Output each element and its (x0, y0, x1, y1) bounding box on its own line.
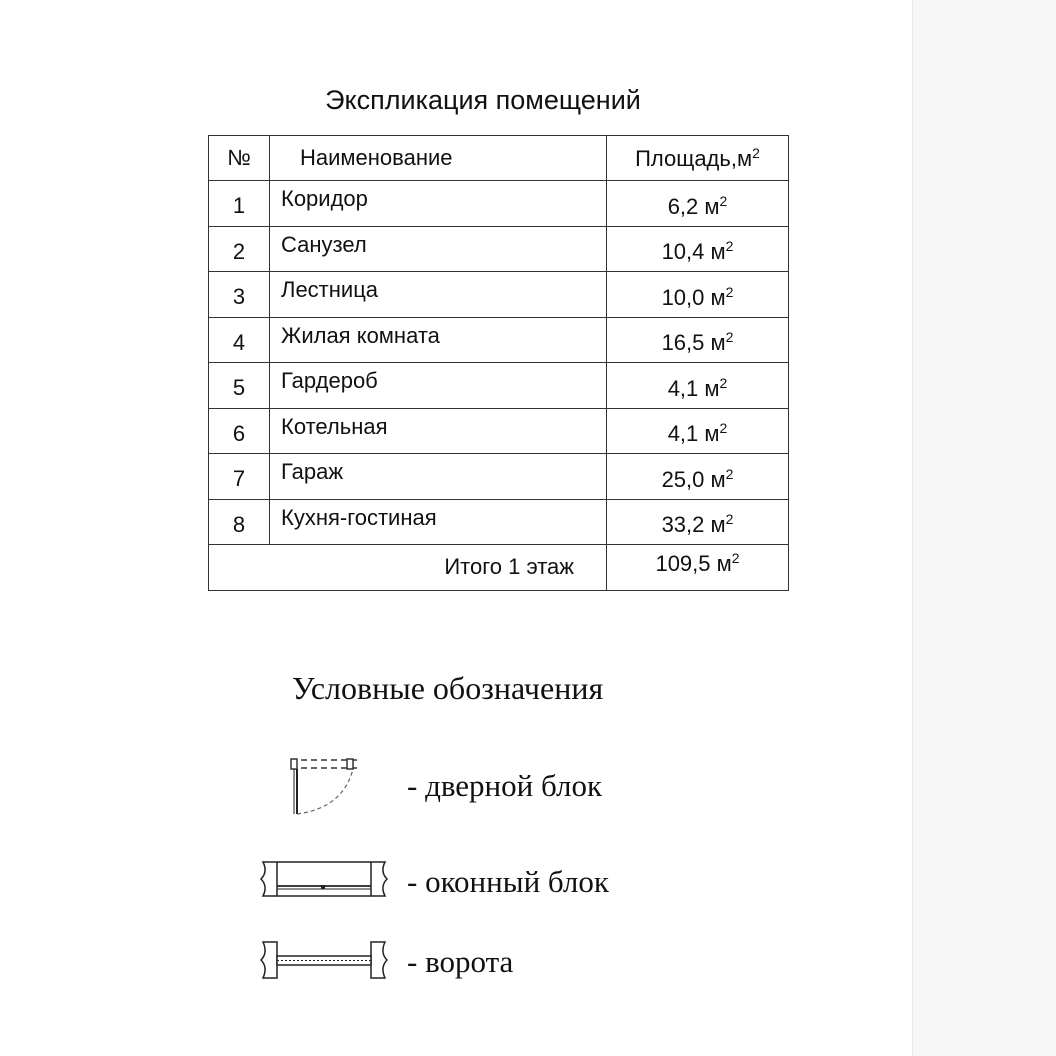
legend-item-door (255, 752, 775, 822)
row-area (607, 317, 789, 363)
legend-item-gate (255, 934, 775, 1004)
row-area-value (668, 376, 728, 401)
row-area (607, 408, 789, 454)
row-area-sup: 2 (725, 511, 734, 528)
row-name-text: Санузел (281, 231, 367, 257)
row-name-text: Коридор (281, 186, 368, 212)
total-area-sup: 2 (731, 549, 740, 566)
total-area-value (655, 551, 739, 576)
row-num (209, 272, 270, 318)
row-area (607, 363, 789, 409)
row-area-value (662, 285, 734, 310)
table-row (209, 454, 789, 500)
row-num-text: 5 (232, 375, 246, 401)
header-area-sup: 2 (752, 144, 760, 161)
legend-item-window (255, 852, 775, 922)
explication-title: Экспликация помещений (325, 85, 641, 115)
header-area-text: Площадь,м (635, 145, 753, 171)
table-row (209, 226, 789, 272)
row-area (607, 272, 789, 318)
header-area (607, 136, 789, 181)
row-name-text: Гардероб (281, 368, 378, 394)
row-area-text: 33,2 м (661, 512, 726, 538)
row-name-text: Котельная (281, 413, 388, 439)
legend-label-window: - оконный блок (407, 864, 609, 899)
row-name (270, 499, 607, 545)
gate-icon (255, 934, 395, 994)
page-edge (912, 0, 1056, 1056)
legend-title: Условные обозначения (292, 670, 604, 706)
table-body (209, 181, 789, 545)
explication-table (208, 135, 789, 591)
row-area-value (662, 467, 734, 492)
row-num-text: 7 (232, 466, 246, 492)
row-name-text: Лестница (281, 277, 379, 303)
row-name (270, 408, 607, 454)
header-area-label (635, 146, 760, 171)
row-area (607, 181, 789, 227)
table-row (209, 317, 789, 363)
table-header-row (209, 136, 789, 181)
header-num: № (209, 136, 270, 181)
table-row (209, 272, 789, 318)
row-name-text: Гараж (281, 459, 344, 485)
row-name (270, 363, 607, 409)
row-name (270, 454, 607, 500)
row-area-sup: 2 (725, 465, 734, 482)
row-name-text: Кухня-гостиная (281, 504, 437, 530)
legend-label-gate: - ворота (407, 944, 514, 979)
row-num (209, 408, 270, 454)
row-name (270, 317, 607, 363)
row-area-value (662, 330, 734, 355)
row-area-value (662, 239, 734, 264)
row-area-value (668, 421, 728, 446)
row-area-value (668, 194, 728, 219)
table-row (209, 181, 789, 227)
row-num (209, 454, 270, 500)
header-name (270, 136, 607, 181)
row-area-sup: 2 (719, 420, 728, 437)
row-area-sup: 2 (725, 329, 734, 346)
legend-label-door: - дверной блок (407, 768, 603, 803)
row-num (209, 499, 270, 545)
row-num-text: 6 (232, 420, 246, 446)
door-block-icon (255, 752, 365, 822)
row-num-text: 2 (232, 238, 246, 264)
total-row (209, 545, 789, 591)
row-area (607, 454, 789, 500)
row-num (209, 363, 270, 409)
row-name (270, 181, 607, 227)
row-area-sup: 2 (719, 192, 728, 209)
row-area-value (662, 512, 734, 537)
row-name (270, 226, 607, 272)
row-name-text: Жилая комната (281, 322, 440, 348)
row-area-text: 25,0 м (661, 466, 726, 492)
header-name-label: Наименование (300, 145, 453, 170)
row-num (209, 226, 270, 272)
row-num-text: 4 (232, 329, 246, 355)
total-label: Итого 1 этаж (209, 545, 607, 591)
row-area-text: 4,1 м (667, 421, 720, 447)
table-row (209, 499, 789, 545)
row-num-text: 3 (232, 284, 246, 310)
row-area-sup: 2 (719, 374, 728, 391)
row-area-sup: 2 (725, 283, 734, 300)
row-area-text: 6,2 м (667, 193, 720, 219)
window-block-icon (255, 852, 395, 912)
row-area (607, 226, 789, 272)
table-row (209, 363, 789, 409)
total-area (607, 545, 789, 591)
row-area-text: 4,1 м (667, 375, 720, 401)
table-row (209, 408, 789, 454)
row-area-text: 10,4 м (661, 239, 726, 265)
row-area-sup: 2 (725, 238, 734, 255)
row-num-text: 8 (232, 511, 246, 537)
row-num-text: 1 (232, 193, 246, 219)
row-area (607, 499, 789, 545)
row-num (209, 181, 270, 227)
row-area-text: 10,0 м (661, 284, 726, 310)
row-name (270, 272, 607, 318)
row-area-text: 16,5 м (661, 330, 726, 356)
total-area-text: 109,5 м (655, 550, 732, 576)
row-num (209, 317, 270, 363)
